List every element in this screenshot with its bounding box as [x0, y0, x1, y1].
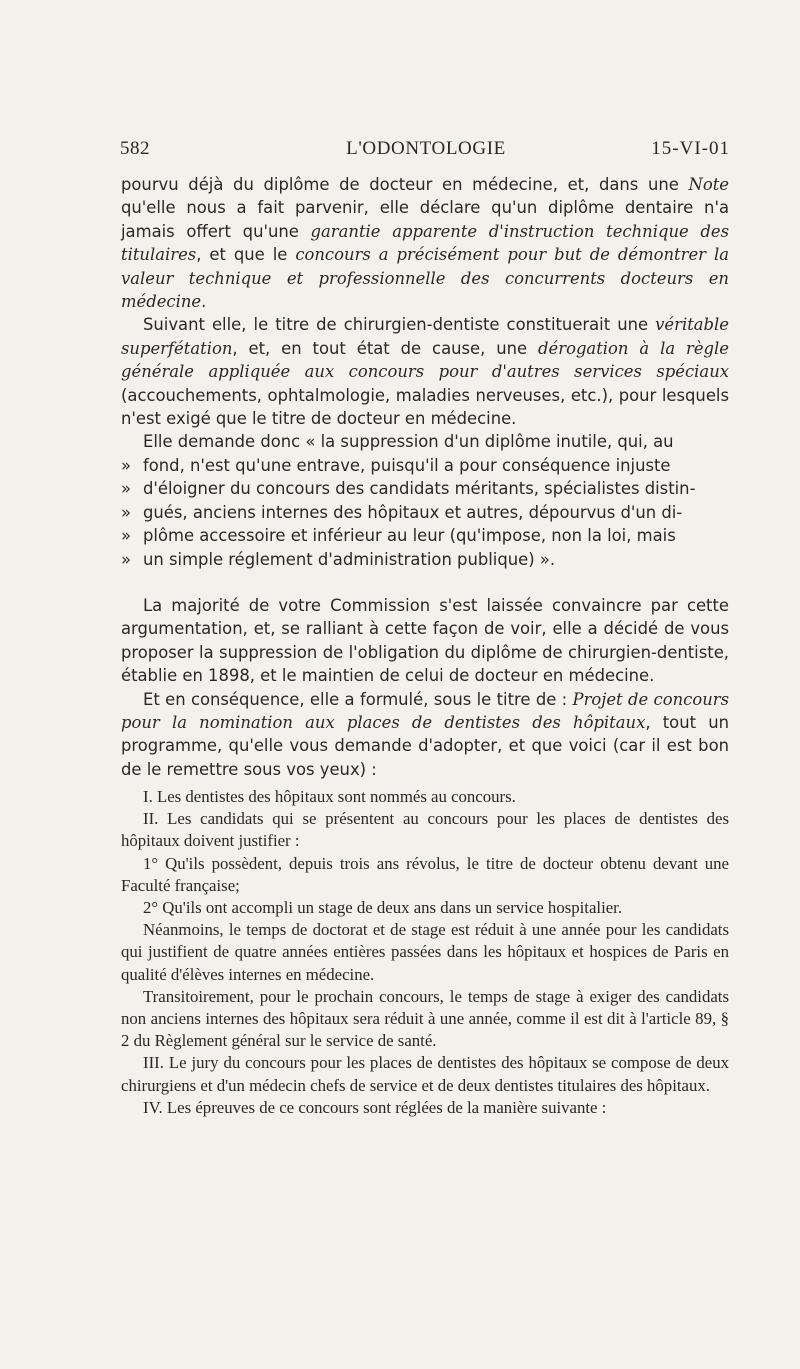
running-header: [120, 138, 732, 164]
section-gap: [121, 571, 729, 594]
quotation: [121, 430, 729, 570]
report-body: [121, 173, 729, 781]
program-article: IV. Les épreuves de ce concours sont réglées de la manière suivante :: [143, 1097, 607, 1117]
journal-title: L'ODONTOLOGIE: [346, 138, 506, 159]
quote-line: » plôme accessoire et inférieur au leur (qu'impose, non la loi, mais: [121, 526, 676, 546]
quote-line: » gués, anciens internes des hôpitaux et autres, dépourvus d'un di-: [121, 502, 683, 522]
program-article: 1° Qu'ils possèdent, depuis trois ans révolus, le titre de docteur obtenu devant une Faculté française;: [121, 853, 729, 895]
issue-date: 15-VI-01: [651, 138, 730, 159]
program-article: II. Les candidats qui se présentent au concours pour les places de dentistes des hôpitaux doivent justifier :: [121, 809, 729, 851]
quote-line: » d'éloigner du concours des candidats méritants, spécialistes distin-: [121, 479, 696, 499]
paragraph-projet: Et en conséquence, elle a formulé, sous le titre de : Projet de concours pour la nomination aux places de dentistes des hôpitaux, tout un programme, qu'elle vous demande d'adopter, et que voici (car il est bon de le remettre sous vos yeux) :: [121, 689, 730, 779]
quote-line: » un simple réglement d'administration publique) ».: [121, 549, 556, 569]
program-article: 2° Qu'ils ont accompli un stage de deux ans dans un service hospitalier.: [143, 898, 623, 918]
program-article: Transitoirement, pour le prochain concours, le temps de stage à exiger des candidats non anciens internes des hôpitaux sera réduit à une année, comme il est dit à l'article 89, § 2 du Règlement général sur le service de santé.: [121, 986, 729, 1051]
program-article: I. Les dentistes des hôpitaux sont nommés au concours.: [143, 787, 516, 806]
page-number: 582: [120, 138, 150, 159]
program-text: [121, 786, 729, 1119]
paragraph-commission: La majorité de votre Commission s'est laissée convaincre par cette argumentation, et, se ralliant à cette façon de voir, elle a décidé de vous proposer la suppression de l'obligation du diplôme de chirurgien-dentiste, établie en 1898, et le maintien de celui de docteur en médecine.: [121, 595, 729, 686]
program-article: III. Le jury du concours pour les places de dentistes des hôpitaux se compose de deux chirurgiens et d'un médecin chefs de service et de deux dentistes titulaires des hôpitaux.: [121, 1053, 729, 1095]
quote-line: Elle demande donc « la suppression d'un diplôme inutile, qui, au: [143, 432, 674, 452]
program-article: Néanmoins, le temps de doctorat et de stage est réduit à une année pour les candidats qui justifient de quatre années entières passées dans les hôpitaux et hospices de Paris en qualité d'élèves internes en médecine.: [121, 920, 729, 984]
paragraph-note: pourvu déjà du diplôme de docteur en médecine, et, dans une Note qu'elle nous a fait parvenir, elle déclare qu'un diplôme dentaire n'a jamais offert qu'une garantie apparente d'instruction technique des titulaires, et que le concours a précisément pour but de démontrer la valeur technique et professionnelle des concurrents docteurs en médecine.: [121, 175, 730, 312]
quote-line: » fond, n'est qu'une entrave, puisqu'il a pour conséquence injuste: [121, 455, 671, 475]
paragraph-superfetation: Suivant elle, le titre de chirurgien-dentiste constituerait une véritable superfétation, et, en tout état de cause, une dérogation à la règle générale appliquée aux concours pour d'autres services spéciaux (accouchements, ophtalmologie, maladies nerveuses, etc.), pour lesquels n'est exigé que le titre de docteur en médecine.: [121, 315, 729, 429]
